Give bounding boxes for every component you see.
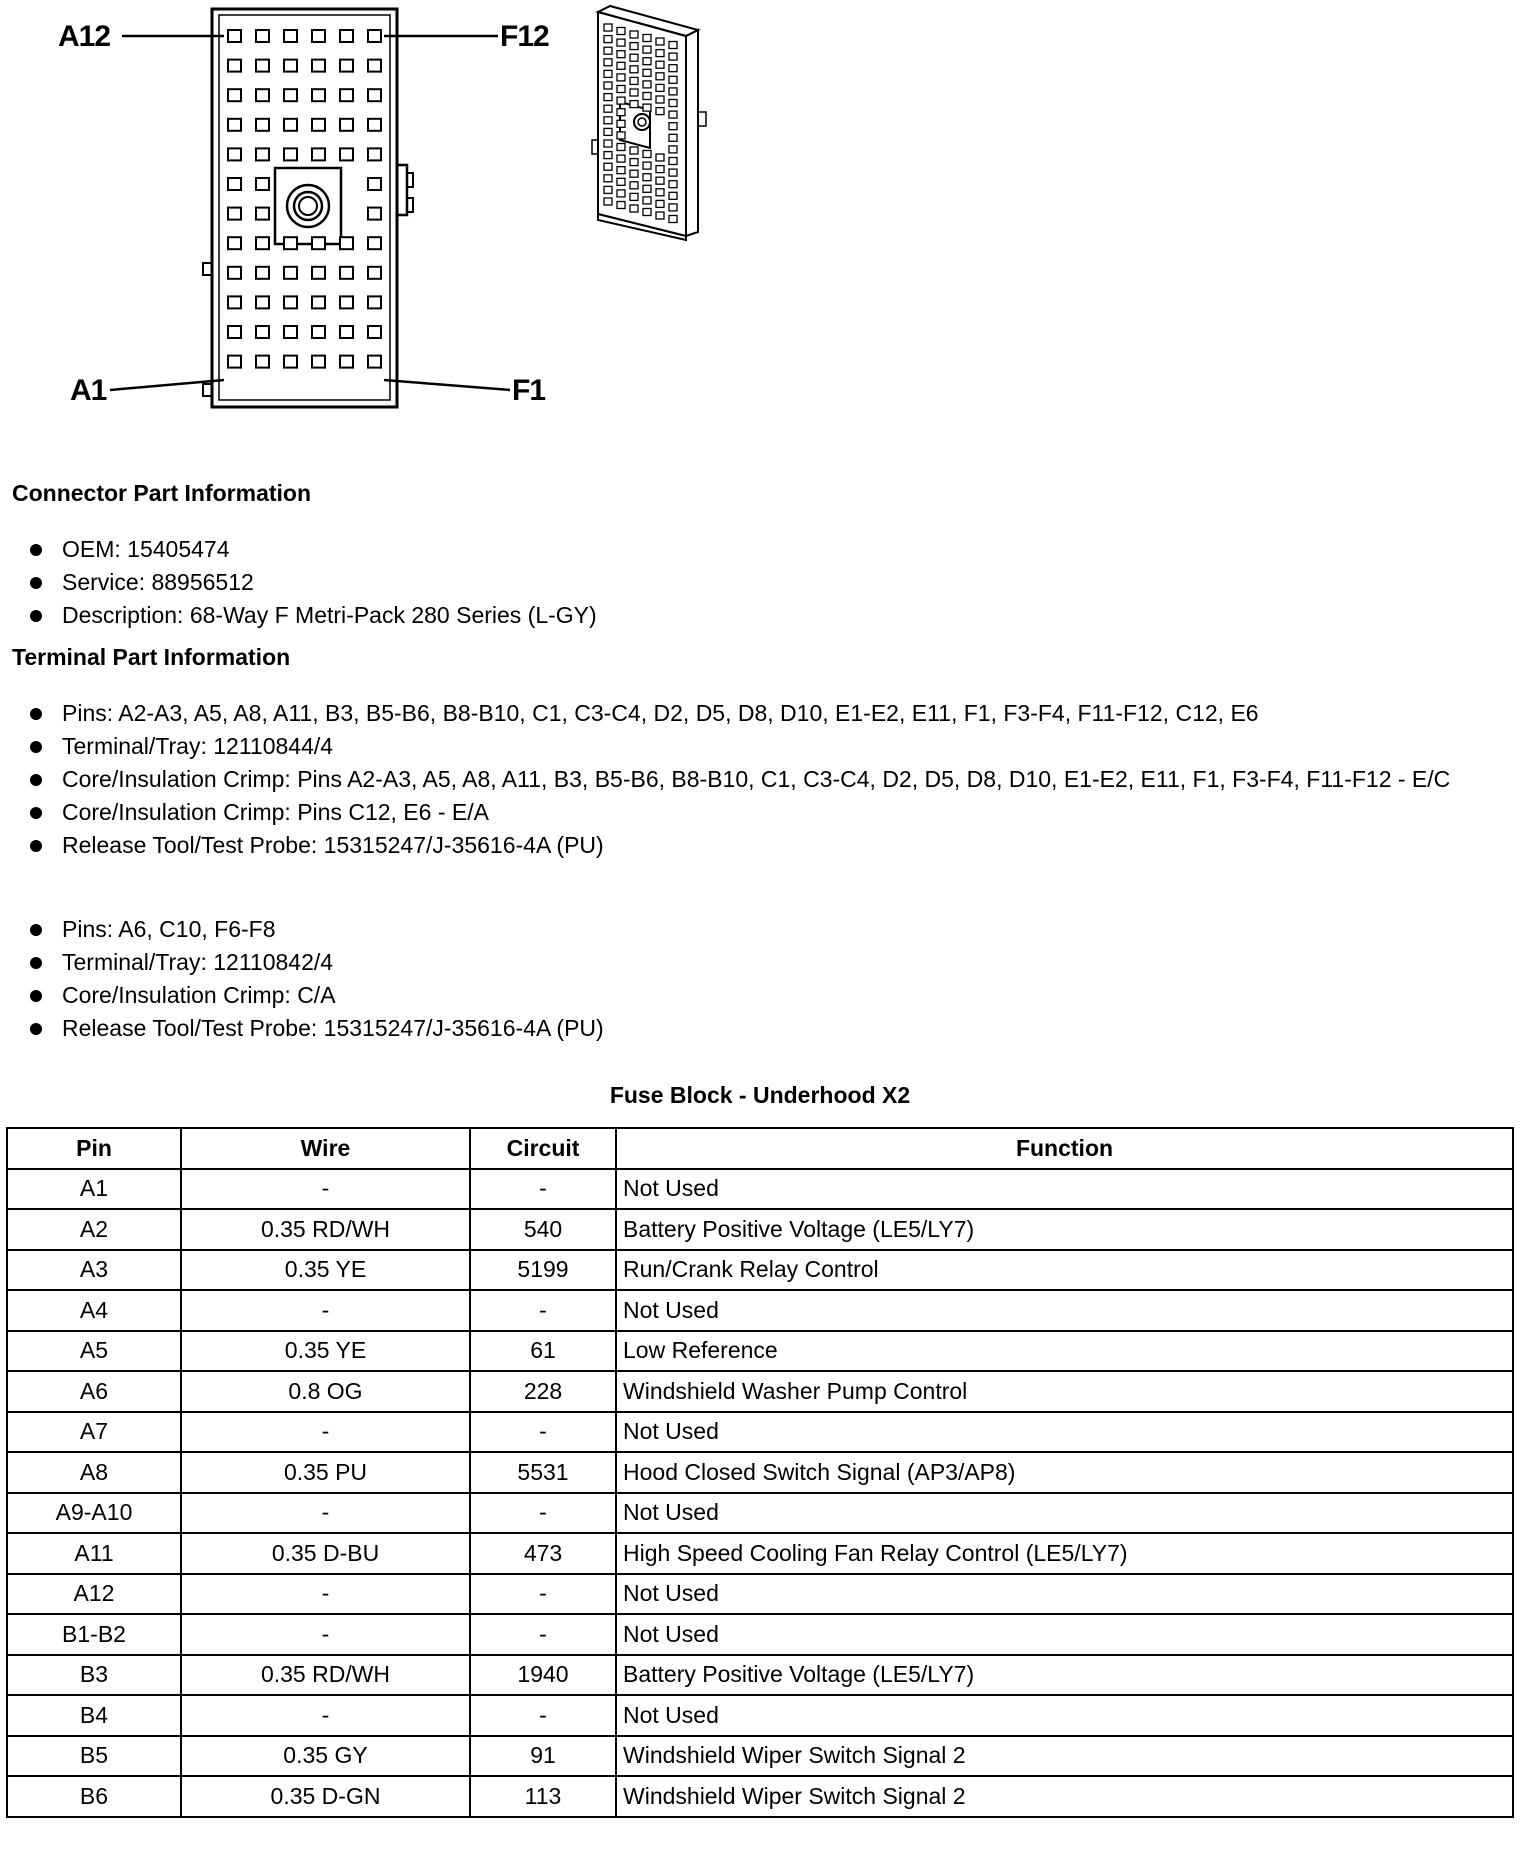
iso-cavity: [604, 82, 612, 89]
pin-cavity: [340, 148, 353, 160]
pin-label-a1: A1: [70, 374, 107, 407]
cell-function: Hood Closed Switch Signal (AP3/AP8): [616, 1452, 1513, 1493]
iso-cavity: [669, 111, 677, 118]
pin-cavity: [256, 208, 269, 220]
iso-cavity: [604, 36, 612, 43]
pin-cavity: [228, 178, 241, 190]
cell-circuit: -: [470, 1290, 616, 1331]
pin-cavity: [228, 326, 241, 338]
table-row: [7, 1290, 1513, 1331]
pin-cavity: [284, 148, 297, 160]
iso-cavity: [656, 61, 664, 68]
pin-label-f1: F1: [512, 374, 546, 407]
iso-cavity: [630, 205, 638, 212]
iso-cavity: [617, 39, 625, 46]
cell-pin: A4: [7, 1290, 181, 1331]
pin-cavity: [368, 148, 381, 160]
iso-cavity: [617, 74, 625, 81]
pin-cavity: [256, 89, 269, 101]
pin-cavity: [340, 237, 353, 249]
table-row: [7, 1250, 1513, 1291]
iso-cavity: [656, 200, 664, 207]
pin-leader-lines: [110, 36, 510, 390]
cell-pin: A9-A10: [7, 1493, 181, 1534]
iso-cavity: [617, 202, 625, 209]
cell-pin: A1: [7, 1169, 181, 1210]
pin-cavity: [368, 237, 381, 249]
iso-cavity: [669, 100, 677, 107]
cell-pin: A6: [7, 1371, 181, 1412]
iso-cavity: [630, 54, 638, 61]
cell-function: Not Used: [616, 1695, 1513, 1736]
cell-wire: -: [181, 1169, 470, 1210]
iso-cavity: [643, 93, 651, 100]
pin-cavity: [256, 119, 269, 131]
pin-cavity: [368, 326, 381, 338]
table-row: [7, 1169, 1513, 1210]
pin-label-f12: F12: [500, 20, 549, 53]
iso-cavity: [630, 89, 638, 96]
iso-cavity: [669, 146, 677, 153]
cell-pin: B4: [7, 1695, 181, 1736]
cell-circuit: 91: [470, 1736, 616, 1777]
list-item: Terminal/Tray: 12110842/4: [28, 946, 1472, 979]
pin-cavity: [340, 356, 353, 368]
pin-cavity: [312, 89, 325, 101]
iso-cavity: [669, 169, 677, 176]
pin-cavity: [340, 60, 353, 72]
cell-function: Run/Crank Relay Control: [616, 1250, 1513, 1291]
pin-cavity: [256, 296, 269, 308]
iso-cavity: [604, 117, 612, 124]
iso-cavity: [604, 105, 612, 112]
iso-cavity: [643, 162, 651, 169]
table-row: [7, 1331, 1513, 1372]
pin-cavity: [256, 267, 269, 279]
pin-cavity: [368, 296, 381, 308]
iso-cavity: [643, 197, 651, 204]
iso-cavity: [630, 101, 638, 108]
pin-cavity: [256, 326, 269, 338]
iso-cavity: [630, 182, 638, 189]
table-row: [7, 1371, 1513, 1412]
col-header-circuit: Circuit: [470, 1128, 616, 1169]
pin-cavity: [368, 267, 381, 279]
pin-cavity: [256, 356, 269, 368]
col-header-function: Function: [616, 1128, 1513, 1169]
cell-circuit: 1940: [470, 1655, 616, 1696]
pin-cavity: [228, 60, 241, 72]
iso-cavity: [604, 186, 612, 193]
cell-wire: 0.35 RD/WH: [181, 1655, 470, 1696]
connector-diagram: [0, 0, 780, 430]
iso-cavity: [643, 69, 651, 76]
iso-cavity: [617, 178, 625, 185]
pin-cavity: [312, 267, 325, 279]
iso-cavity: [669, 88, 677, 95]
pin-cavity: [312, 237, 325, 249]
table-row: [7, 1412, 1513, 1453]
cell-circuit: 61: [470, 1331, 616, 1372]
list-item: OEM: 15405474: [28, 533, 1472, 566]
iso-cavity: [617, 144, 625, 151]
cell-circuit: 540: [470, 1209, 616, 1250]
iso-cavity: [617, 132, 625, 139]
iso-cavity: [656, 73, 664, 80]
pin-cavity: [340, 267, 353, 279]
pin-label-a12: A12: [58, 20, 111, 53]
cell-wire: -: [181, 1695, 470, 1736]
iso-cavity: [643, 58, 651, 65]
iso-cavity: [604, 140, 612, 147]
cell-function: Windshield Wiper Switch Signal 2: [616, 1776, 1513, 1817]
pin-cavity: [284, 267, 297, 279]
pin-cavity: [228, 267, 241, 279]
cell-pin: A7: [7, 1412, 181, 1453]
table-row: [7, 1736, 1513, 1777]
cell-pin: B3: [7, 1655, 181, 1696]
cell-wire: -: [181, 1290, 470, 1331]
iso-cavity: [604, 163, 612, 170]
pin-cavity: [256, 178, 269, 190]
iso-cavity: [643, 81, 651, 88]
table-row: [7, 1209, 1513, 1250]
pin-cavity: [284, 356, 297, 368]
cell-wire: 0.35 YE: [181, 1331, 470, 1372]
iso-cavity: [604, 24, 612, 31]
cell-wire: -: [181, 1614, 470, 1655]
list-item: Terminal/Tray: 12110844/4: [28, 730, 1472, 763]
iso-cavity: [617, 167, 625, 174]
iso-cavity: [656, 177, 664, 184]
pin-cavity: [368, 119, 381, 131]
pin-cavity: [368, 30, 381, 42]
pin-cavity: [256, 237, 269, 249]
iso-cavity: [669, 181, 677, 188]
cell-wire: -: [181, 1574, 470, 1615]
list-item: Pins: A2-A3, A5, A8, A11, B3, B5-B6, B8-B10, C1, C3-C4, D2, D5, D8, D10, E1-E2, E11, F1, F3-F4, F11-F12, C12, E6: [28, 697, 1472, 730]
cell-pin: B6: [7, 1776, 181, 1817]
pin-cavity: [228, 208, 241, 220]
col-header-pin: Pin: [7, 1128, 181, 1169]
iso-cavity: [669, 216, 677, 223]
cell-wire: 0.35 YE: [181, 1250, 470, 1291]
pin-cavity: [312, 60, 325, 72]
cell-circuit: 473: [470, 1533, 616, 1574]
pin-cavity: [340, 30, 353, 42]
pin-cavity: [228, 237, 241, 249]
iso-cavity: [604, 47, 612, 54]
cell-function: Battery Positive Voltage (LE5/LY7): [616, 1655, 1513, 1696]
table-row: [7, 1574, 1513, 1615]
iso-cavity: [630, 77, 638, 84]
iso-cavity: [656, 166, 664, 173]
pin-cavity: [340, 89, 353, 101]
pin-cavity: [256, 60, 269, 72]
iso-cavity: [617, 86, 625, 93]
cell-function: Not Used: [616, 1574, 1513, 1615]
pin-cavity: [228, 119, 241, 131]
cell-function: Windshield Washer Pump Control: [616, 1371, 1513, 1412]
iso-cavity: [656, 108, 664, 115]
iso-cavity: [669, 42, 677, 49]
iso-cavity: [643, 209, 651, 216]
iso-cavity: [604, 70, 612, 77]
iso-cavity: [656, 96, 664, 103]
iso-cavity: [604, 128, 612, 135]
list-item: Core/Insulation Crimp: C/A: [28, 979, 1472, 1012]
list-item: Release Tool/Test Probe: 15315247/J-35616-4A (PU): [28, 1012, 1472, 1045]
list-item: Release Tool/Test Probe: 15315247/J-35616-4A (PU): [28, 829, 1472, 862]
col-header-wire: Wire: [181, 1128, 470, 1169]
pin-cavity: [228, 148, 241, 160]
cell-circuit: -: [470, 1169, 616, 1210]
table-row: [7, 1614, 1513, 1655]
pin-cavity: [284, 30, 297, 42]
pin-cavity: [368, 356, 381, 368]
cell-function: Low Reference: [616, 1331, 1513, 1372]
iso-cavity: [617, 190, 625, 197]
iso-cavity: [617, 62, 625, 69]
list-item: Pins: A6, C10, F6-F8: [28, 913, 1472, 946]
pin-cavity: [228, 356, 241, 368]
cell-circuit: -: [470, 1574, 616, 1615]
table-row: [7, 1655, 1513, 1696]
terminal-part-info-list-1: [28, 697, 1472, 862]
iso-cavity: [669, 134, 677, 141]
pin-cavity: [228, 89, 241, 101]
iso-cavity: [630, 43, 638, 50]
table-row: [7, 1695, 1513, 1736]
pin-cavity: [340, 296, 353, 308]
iso-cavity: [617, 51, 625, 58]
pin-cavity: [312, 326, 325, 338]
isometric-cavity-grid: [604, 24, 677, 223]
iso-cavity: [604, 175, 612, 182]
cell-pin: A12: [7, 1574, 181, 1615]
iso-cavity: [617, 97, 625, 104]
cell-function: Battery Positive Voltage (LE5/LY7): [616, 1209, 1513, 1250]
cell-circuit: -: [470, 1412, 616, 1453]
pin-cavity: [284, 119, 297, 131]
iso-cavity: [656, 38, 664, 45]
pin-cavity: [284, 237, 297, 249]
connector-part-info-list: [28, 533, 1472, 632]
iso-cavity: [630, 159, 638, 166]
cell-circuit: 113: [470, 1776, 616, 1817]
iso-cavity: [656, 84, 664, 91]
cell-function: High Speed Cooling Fan Relay Control (LE5/LY7): [616, 1533, 1513, 1574]
iso-cavity: [630, 193, 638, 200]
cell-function: Not Used: [616, 1493, 1513, 1534]
iso-cavity: [669, 192, 677, 199]
iso-cavity: [604, 198, 612, 205]
cell-wire: 0.35 D-BU: [181, 1533, 470, 1574]
iso-cavity: [656, 212, 664, 219]
cell-pin: A8: [7, 1452, 181, 1493]
pin-cavity: [368, 60, 381, 72]
iso-cavity: [604, 152, 612, 159]
iso-cavity: [643, 104, 651, 111]
iso-cavity: [656, 154, 664, 161]
pin-cavity: [340, 119, 353, 131]
terminal-part-info-heading: Terminal Part Information: [12, 644, 291, 670]
iso-cavity: [643, 174, 651, 181]
cell-wire: -: [181, 1412, 470, 1453]
iso-cavity: [656, 50, 664, 57]
pin-cavity: [368, 89, 381, 101]
pinout-table: [6, 1127, 1514, 1818]
iso-cavity: [643, 185, 651, 192]
pin-cavity: [228, 296, 241, 308]
iso-cavity: [643, 35, 651, 42]
pin-cavity: [256, 30, 269, 42]
table-row: [7, 1493, 1513, 1534]
iso-cavity: [669, 76, 677, 83]
iso-cavity: [669, 123, 677, 130]
table-row: [7, 1452, 1513, 1493]
cell-wire: 0.35 GY: [181, 1736, 470, 1777]
iso-cavity: [617, 28, 625, 35]
list-item: Description: 68-Way F Metri-Pack 280 Series (L-GY): [28, 599, 1472, 632]
iso-cavity: [630, 31, 638, 38]
pin-cavity: [284, 326, 297, 338]
cell-wire: 0.35 D-GN: [181, 1776, 470, 1817]
cell-circuit: -: [470, 1614, 616, 1655]
cell-wire: 0.35 PU: [181, 1452, 470, 1493]
connector-part-info-heading: Connector Part Information: [12, 480, 312, 506]
cell-circuit: -: [470, 1695, 616, 1736]
iso-cavity: [669, 158, 677, 165]
cell-wire: -: [181, 1493, 470, 1534]
pin-cavity: [312, 296, 325, 308]
pin-cavity: [368, 208, 381, 220]
iso-cavity: [617, 120, 625, 127]
cell-pin: A5: [7, 1331, 181, 1372]
pin-cavity: [228, 30, 241, 42]
pin-cavity: [312, 30, 325, 42]
list-item: Core/Insulation Crimp: Pins A2-A3, A5, A8, A11, B3, B5-B6, B8-B10, C1, C3-C4, D2, D5, D8, D10, E1-E2, E11, F1, F3-F4, F11-F12 - E/C: [28, 763, 1472, 796]
iso-cavity: [643, 46, 651, 53]
list-item: Core/Insulation Crimp: Pins C12, E6 - E/A: [28, 796, 1472, 829]
cell-wire: 0.35 RD/WH: [181, 1209, 470, 1250]
cell-function: Not Used: [616, 1614, 1513, 1655]
iso-cavity: [643, 151, 651, 158]
iso-cavity: [669, 204, 677, 211]
cell-circuit: 228: [470, 1371, 616, 1412]
cell-circuit: -: [470, 1493, 616, 1534]
iso-cavity: [669, 53, 677, 60]
cell-function: Not Used: [616, 1412, 1513, 1453]
cell-wire: 0.8 OG: [181, 1371, 470, 1412]
cell-pin: A3: [7, 1250, 181, 1291]
iso-cavity: [604, 59, 612, 66]
iso-cavity: [630, 170, 638, 177]
iso-cavity: [617, 155, 625, 162]
cell-pin: A11: [7, 1533, 181, 1574]
pin-cavity: [284, 89, 297, 101]
iso-cavity: [669, 65, 677, 72]
cell-circuit: 5531: [470, 1452, 616, 1493]
table-row: [7, 1533, 1513, 1574]
table-row: [7, 1776, 1513, 1817]
pin-cavity: [256, 148, 269, 160]
table-header-row: [7, 1128, 1513, 1169]
list-item: Service: 88956512: [28, 566, 1472, 599]
iso-cavity: [630, 66, 638, 73]
cell-circuit: 5199: [470, 1250, 616, 1291]
cell-function: Not Used: [616, 1169, 1513, 1210]
pin-cavity: [312, 148, 325, 160]
cell-function: Not Used: [616, 1290, 1513, 1331]
pin-cavity: [368, 178, 381, 190]
pin-cavity: [284, 60, 297, 72]
pinout-table-title: Fuse Block - Underhood X2: [609, 1082, 911, 1108]
pin-cavity: [312, 356, 325, 368]
iso-cavity: [617, 109, 625, 116]
pin-cavity: [312, 119, 325, 131]
iso-cavity: [630, 147, 638, 154]
pin-cavity: [340, 326, 353, 338]
cell-function: Windshield Wiper Switch Signal 2: [616, 1736, 1513, 1777]
iso-cavity: [656, 189, 664, 196]
pin-cavity: [284, 296, 297, 308]
terminal-part-info-list-2: [28, 913, 1472, 1045]
cell-pin: B5: [7, 1736, 181, 1777]
cell-pin: B1-B2: [7, 1614, 181, 1655]
iso-cavity: [604, 94, 612, 101]
cell-pin: A2: [7, 1209, 181, 1250]
